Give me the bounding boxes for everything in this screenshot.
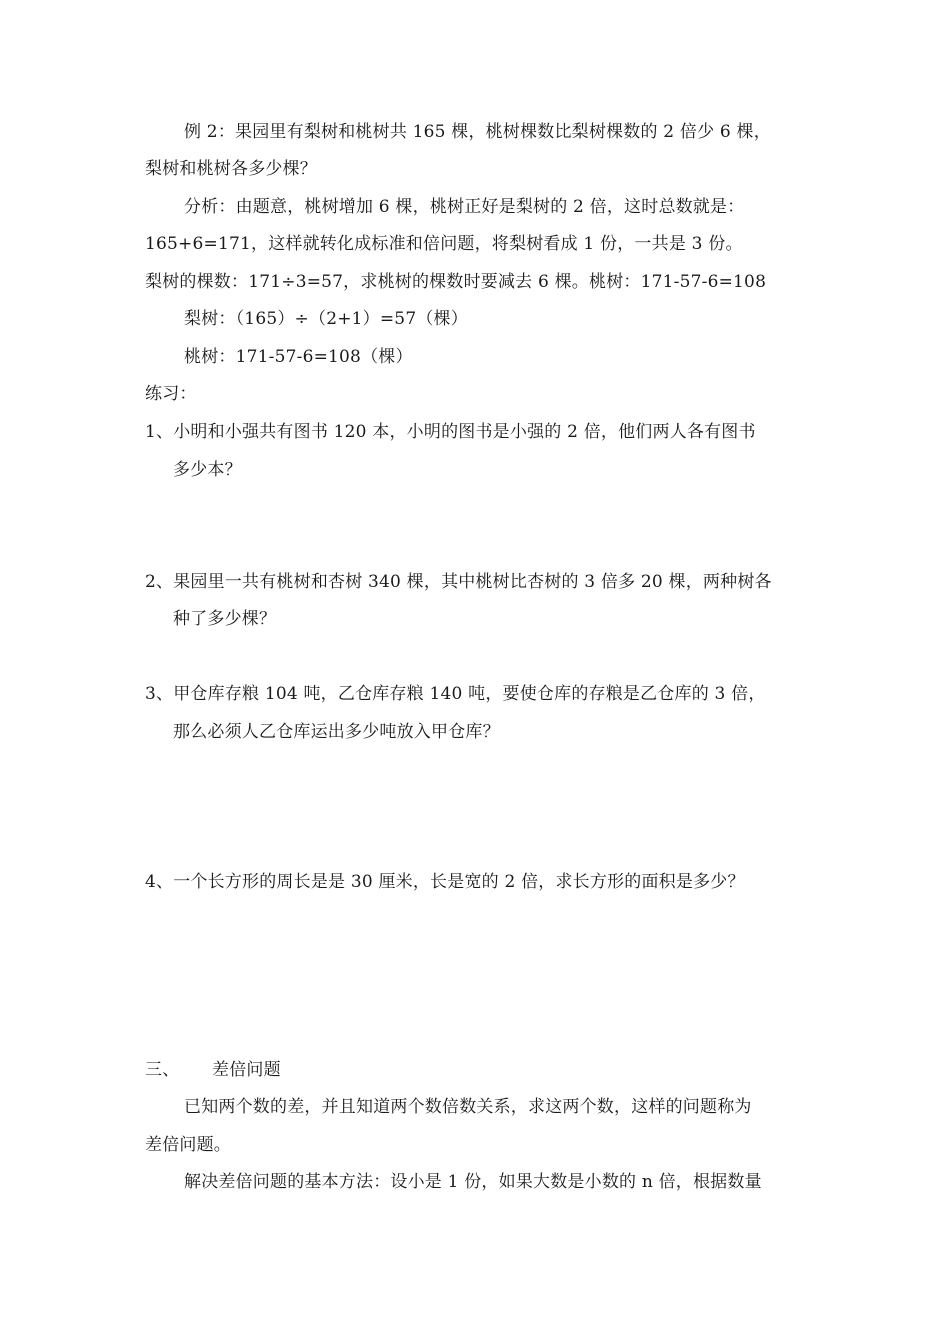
practice-heading: 练习： <box>145 384 197 404</box>
question-3-line-1: 3、甲仓库存粮 104 吨，乙仓库存粮 140 吨，要使仓库的存粮是乙仓库的 3 倍， <box>145 684 766 704</box>
question-4-line-1: 4、一个长方形的周长是是 30 厘米，长是宽的 2 倍，求长方形的面积是多少？ <box>145 872 745 892</box>
analysis-line-1: 分析：由题意，桃树增加 6 棵，桃树正好是梨树的 2 倍，这时总数就是： <box>184 197 745 217</box>
section-3-title: 差倍问题 <box>212 1060 281 1080</box>
question-1-line-1: 1、小明和小强共有图书 120 本，小明的图书是小强的 2 倍，他们两人各有图书 <box>145 422 756 442</box>
question-3-line-2: 那么必须人乙仓库运出多少吨放入甲仓库？ <box>173 722 500 742</box>
question-2-line-1: 2、果园里一共有桃树和杏树 340 棵，其中桃树比杏树的 3 倍多 20 棵，两种树各 <box>145 572 772 592</box>
question-1-line-2: 多少本？ <box>173 460 242 480</box>
section-3-definition-line-1: 已知两个数的差，并且知道两个数倍数关系，求这两个数，这样的问题称为 <box>184 1097 752 1117</box>
answer-peach-trees: 桃树：171-57-6=108（棵） <box>184 347 413 367</box>
example-2-line-2: 梨树和桃树各多少棵？ <box>145 159 317 179</box>
analysis-line-2: 165+6=171，这样就转化成标准和倍问题，将梨树看成 1 份，一共是 3 份。 <box>145 234 743 254</box>
section-3-method-line-1: 解决差倍问题的基本方法：设小是 1 份，如果大数是小数的 n 倍，根据数量 <box>184 1172 762 1192</box>
section-3-definition-line-2: 差倍问题。 <box>145 1135 231 1155</box>
example-2-line-1: 例 2：果园里有梨树和桃树共 165 棵，桃树棵数比梨树棵数的 2 倍少 6 棵， <box>184 122 771 142</box>
question-2-line-2: 种了多少棵？ <box>173 609 277 629</box>
answer-pear-trees: 梨树：（165）÷（2+1）=57（棵） <box>184 309 468 329</box>
section-3-number: 三、 <box>145 1060 180 1080</box>
analysis-line-3: 梨树的棵数：171÷3=57，求桃树的棵数时要减去 6 棵。桃树：171-57-6=108 <box>145 272 767 292</box>
